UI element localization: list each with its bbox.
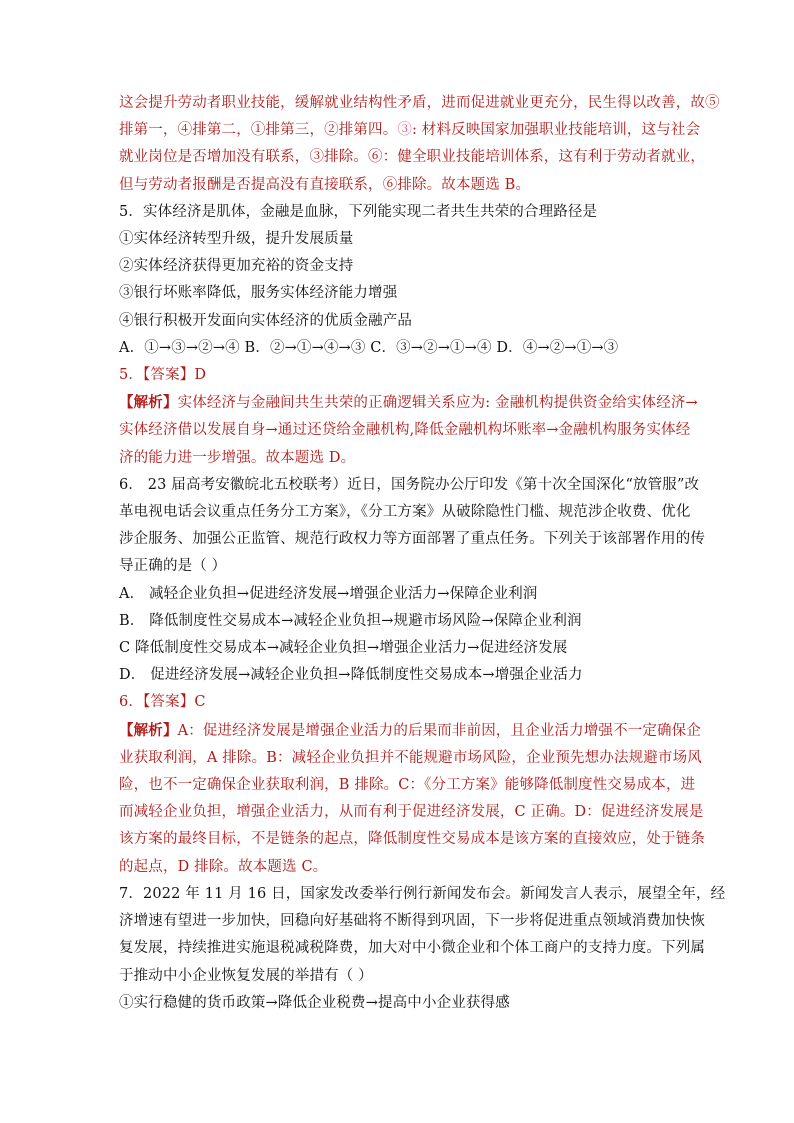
- q7-item-1: ①实行稳健的货币政策→降低企业税费→提高中小企业获得感: [119, 994, 510, 1011]
- q6-analysis-line-2: 业获取利润，A 排除。B：减轻企业负担并不能规避市场风险，企业预先想办法规避市场风: [119, 749, 702, 766]
- q6-answer: 6．【答案】C: [119, 694, 206, 711]
- q7-stem-line-4: 于推动中小企业恢复发展的举措有（ ）: [119, 967, 373, 984]
- q5-analysis-line-3: 济的能力进一步增强。故本题选 D。: [119, 449, 356, 466]
- q6-stem-line-2: 革电视电话会议重点任务分工方案》，《分工方案》从破除隐性门槛、规范涉企收费、优化: [119, 504, 691, 521]
- q5-item-3: ③银行坏账率降低，服务实体经济能力增强: [119, 285, 398, 302]
- q5-stem: 5．实体经济是肌体，金融是血脉，下列能实现二者共生共荣的合理路径是: [119, 203, 598, 220]
- q6-analysis-line-6: 的起点，D 排除。故本题选 C。: [119, 858, 328, 875]
- q5-analysis-line-1: [119, 389, 698, 417]
- prev-analysis-line-3: 就业岗位是否增加没有联系，③排除。⑥：健全职业技能培训体系，这有利于劳动者就业，: [119, 149, 705, 166]
- prev-analysis-line-4: 但与劳动者报酬是否提高没有直接联系，⑥排除。故本题选 B。: [119, 176, 531, 193]
- q5-answer: 5．【答案】D: [119, 367, 207, 384]
- q6-analysis-line-1: [119, 717, 701, 745]
- q6-option-d: D． 促进经济发展→减轻企业负担→降低制度性交易成本→增强企业活力: [119, 667, 583, 684]
- q6-analysis-text-1: A：促进经济发展是增强企业活力的后果而非前因，且企业活力增强不一定确保企: [177, 722, 701, 739]
- q6-analysis-line-5: 该方案的最终目标，不是链条的起点，降低制度性交易成本是该方案的直接效应，处于链条: [119, 831, 705, 848]
- q6-stem-line-1: 6． 23 届高考安徽皖北五校联考）近日，国务院办公厅印发《第十次全国深化“放管服”改: [119, 476, 700, 493]
- prev-analysis-line-2: [119, 117, 701, 144]
- q6-option-a: A． 减轻企业负担→促进经济发展→增强企业活力→保障企业利润: [119, 585, 538, 602]
- q6-analysis-line-4: 而减轻企业负担，增强企业活力，从而有利于促进经济发展，C 正确。D：促进经济发展是: [119, 804, 704, 821]
- q6-stem-line-3: 涉企服务、加强公正监管、规范行政权力等方面部署了重点任务。下列关于该部署作用的传: [119, 531, 705, 548]
- q6-option-c: C 降低制度性交易成本→减轻企业负担→增强企业活力→促进经济发展: [119, 640, 568, 657]
- q5-item-1: ①实体经济转型升级，提升发展质量: [119, 231, 354, 248]
- q6-analysis-line-3: 险，也不一定确保企业获取利润，B 排除。C：《分工方案》能够降低制度性交易成本，进: [119, 777, 696, 794]
- q5-item-2: ②实体经济获得更加充裕的资金支持: [119, 258, 354, 275]
- prev-analysis-pink-mark: ③: [397, 122, 413, 139]
- prev-analysis-line-2-rest: : 材料反映国家加强职业技能培训，这与社会: [412, 122, 701, 139]
- q6-analysis-tag: 【解析】: [119, 721, 178, 739]
- q6-stem-line-4: 导正确的是（ ）: [119, 558, 227, 575]
- prev-analysis-line-2-text: 排第一，④排第二，①排第三，②排第四。: [119, 122, 398, 139]
- q5-item-4: ④银行积极开发面向实体经济的优质金融产品: [119, 312, 412, 329]
- q5-analysis-tag: 【解析】: [119, 394, 178, 412]
- q6-option-b: B． 降低制度性交易成本→减轻企业负担→规避市场风险→保障企业利润: [119, 612, 582, 629]
- q7-stem-line-1: 7．2022 年 11 月 16 日，国家发改委举行例行新闻发布会。新闻发言人表示，展望全年，经: [119, 885, 726, 902]
- q5-analysis-text-1: 实体经济与金融间共生共荣的正确逻辑关系应为: 金融机构提供资金给实体经济→: [177, 395, 698, 412]
- q7-stem-line-3: 复发展，持续推进实施退税减税降费，加大对中小微企业和个体工商户的支持力度。下列属: [119, 940, 705, 957]
- q7-stem-line-2: 济增速有望进一步加快，回稳向好基础将不断得到巩固，下一步将促进重点领域消费加快恢: [119, 913, 705, 930]
- page-content: [119, 90, 726, 1017]
- prev-analysis-line-1: 这会提升劳动者职业技能，缓解就业结构性矛盾，进而促进就业更充分，民生得以改善，故⑤: [119, 95, 720, 111]
- q5-analysis-line-2: 实体经济借以发展自身→通过还贷给金融机构,降低金融机构坏账率→金融机构服务实体经: [119, 422, 691, 439]
- q5-options: A．①→③→②→④ B．②→①→④→③ C．③→②→①→④ D．④→②→①→③: [119, 339, 619, 356]
